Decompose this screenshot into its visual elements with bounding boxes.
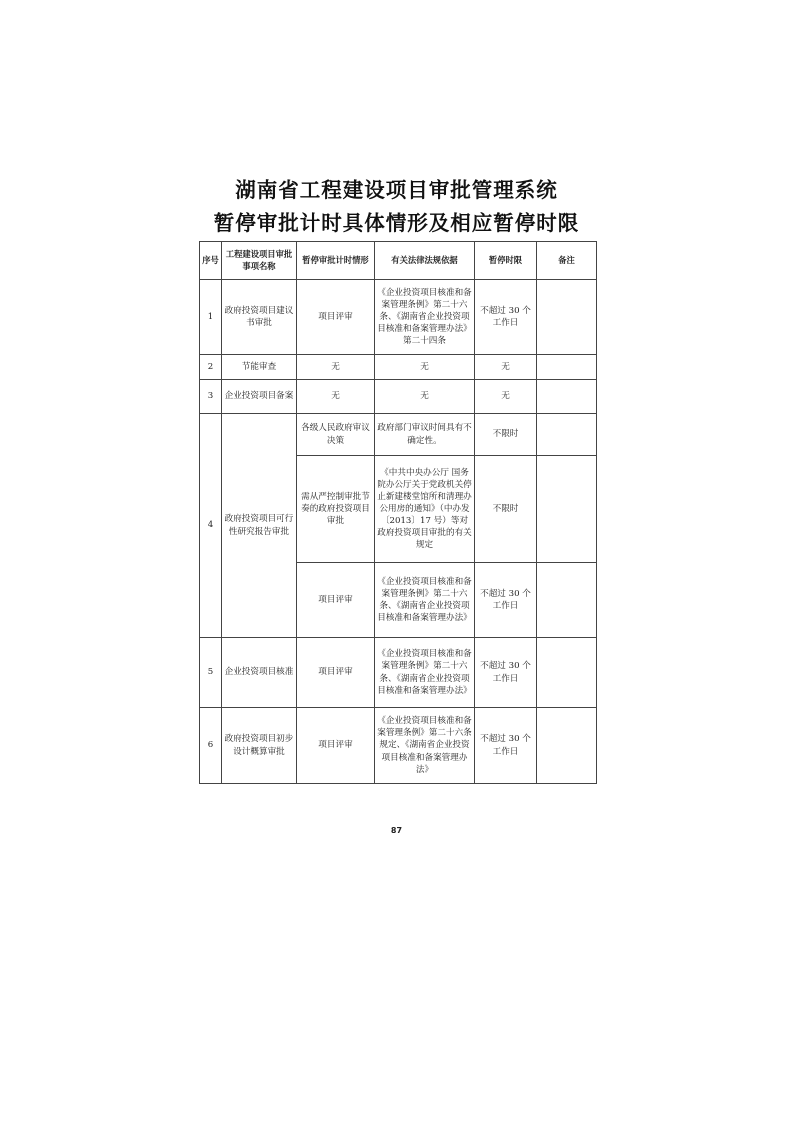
header-seq: 序号 [200, 242, 222, 280]
row-limit: 不超过 30 个工作日 [475, 708, 537, 784]
page-number: 87 [390, 826, 403, 835]
row-legal-basis: 无 [375, 380, 475, 414]
row-limit: 不限时 [475, 456, 537, 563]
row-remark [537, 638, 597, 708]
row-item-name: 政府投资项目可行性研究报告审批 [222, 414, 297, 638]
row-item-name: 政府投资项目建议书审批 [222, 280, 297, 355]
row-situation: 无 [297, 355, 375, 380]
suspension-rules-table [199, 241, 597, 784]
row-seq: 1 [200, 280, 222, 355]
row-limit: 无 [475, 355, 537, 380]
row-legal-basis: 《企业投资项目核准和备案管理条例》第二十六条、《湖南省企业投资项目核准和备案管理办法》 [375, 638, 475, 708]
table-row [200, 708, 597, 784]
row-limit: 不限时 [475, 414, 537, 456]
table-row [200, 414, 597, 456]
row-limit: 无 [475, 380, 537, 414]
row-seq: 3 [200, 380, 222, 414]
header-remark: 备注 [537, 242, 597, 280]
row-item-name: 节能审查 [222, 355, 297, 380]
row-item-name: 企业投资项目备案 [222, 380, 297, 414]
row-situation: 无 [297, 380, 375, 414]
row-seq: 2 [200, 355, 222, 380]
row-legal-basis: 《中共中央办公厅 国务院办公厅关于党政机关停止新建楼堂馆所和清理办公用房的通知》（中办发〔2013〕17 号）等对政府投资项目审批的有关规定 [375, 456, 475, 563]
row-remark [537, 414, 597, 456]
row-situation: 项目评审 [297, 708, 375, 784]
table-row [200, 355, 597, 380]
row-remark [537, 456, 597, 563]
row-legal-basis: 《企业投资项目核准和备案管理条例》第二十六条规定、《湖南省企业投资项目核准和备案管理办法》 [375, 708, 475, 784]
table-row [200, 280, 597, 355]
row-remark [537, 380, 597, 414]
row-legal-basis: 《企业投资项目核准和备案管理条例》第二十六条、《湖南省企业投资项目核准和备案管理办法》 [375, 563, 475, 638]
row-seq: 6 [200, 708, 222, 784]
table-row [200, 380, 597, 414]
row-seq: 4 [200, 414, 222, 638]
table-header-row [200, 242, 597, 280]
row-remark [537, 563, 597, 638]
row-remark [537, 280, 597, 355]
row-situation: 项目评审 [297, 563, 375, 638]
row-situation: 项目评审 [297, 638, 375, 708]
row-legal-basis: 无 [375, 355, 475, 380]
row-item-name: 政府投资项目初步设计概算审批 [222, 708, 297, 784]
row-limit: 不超过 30 个工作日 [475, 638, 537, 708]
row-limit: 不超过 30 个工作日 [475, 563, 537, 638]
header-item-name: 工程建设项目审批事项名称 [222, 242, 297, 280]
header-suspension-limit: 暂停时限 [475, 242, 537, 280]
row-legal-basis: 《企业投资项目核准和备案管理条例》第二十六条、《湖南省企业投资项目核准和备案管理办法》第二十四条 [375, 280, 475, 355]
row-limit: 不超过 30 个工作日 [475, 280, 537, 355]
row-item-name: 企业投资项目核准 [222, 638, 297, 708]
row-situation: 项目评审 [297, 280, 375, 355]
row-legal-basis: 政府部门审议时间具有不确定性。 [375, 414, 475, 456]
row-situation: 需从严控制审批节奏的政府投资项目审批 [297, 456, 375, 563]
row-remark [537, 355, 597, 380]
row-situation: 各级人民政府审议决策 [297, 414, 375, 456]
document-title-line-2: 暂停审批计时具体情形及相应暂停时限 [213, 211, 580, 235]
document-title-line-1: 湖南省工程建设项目审批管理系统 [235, 178, 558, 202]
header-legal-basis: 有关法律法规依据 [375, 242, 475, 280]
table-row [200, 638, 597, 708]
header-suspension-situation: 暂停审批计时情形 [297, 242, 375, 280]
row-remark [537, 708, 597, 784]
row-seq: 5 [200, 638, 222, 708]
